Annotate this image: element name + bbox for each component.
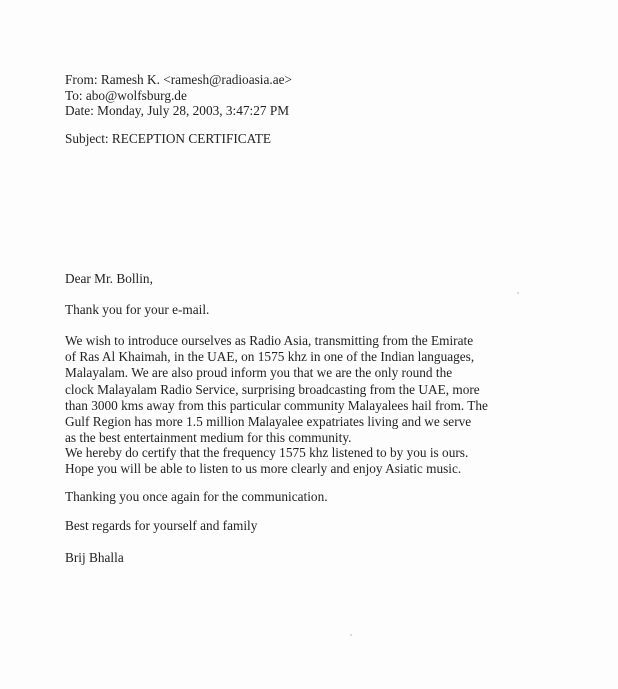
paragraph-line: clock Malayalam Radio Service, surprising broadcasting from the UAE, more	[65, 381, 480, 397]
salutation: Dear Mr. Bollin,	[65, 271, 153, 286]
date-line: Date: Monday, July 28, 2003, 3:47:27 PM	[65, 103, 290, 118]
scan-speck	[350, 634, 352, 636]
paragraph-line: of Ras Al Khaimah, in the UAE, on 1575 khz in one of the Indian languages,	[65, 349, 475, 365]
paragraph-line: Malayalam. We are also proud inform you that we are the only round the	[65, 365, 453, 381]
paragraph-line: Hope you will be able to listen to us more clearly and enjoy Asiatic music.	[65, 461, 462, 477]
subject-line: Subject: RECEPTION CERTIFICATE	[65, 131, 272, 146]
closing-line: Best regards for yourself and family	[65, 518, 258, 533]
to-line: To: abo@wolfsburg.de	[65, 87, 187, 103]
paragraph-line: than 3000 kms away from this particular community Malayalees hail from. The	[65, 397, 488, 413]
from-line: From: Ramesh K. <ramesh@radioasia.ae>	[65, 72, 293, 87]
paragraph-introduction	[65, 333, 488, 446]
paragraph-thanking: Thanking you once again for the communication.	[65, 489, 328, 504]
paragraph-certification	[65, 445, 485, 477]
paragraph-line: Gulf Region has more 1.5 million Malayalee expatriates living and we serve	[65, 414, 472, 430]
paragraph-line: as the best entertainment medium for this community.	[65, 430, 352, 446]
email-header	[65, 72, 292, 119]
thanks-line: Thank you for your e-mail.	[65, 302, 210, 317]
paragraph-line: We wish to introduce ourselves as Radio Asia, transmitting from the Emirate	[65, 333, 474, 348]
signature-name: Brij Bhalla	[65, 550, 124, 565]
paragraph-line: We hereby do certify that the frequency 1575 khz listened to by you is ours.	[65, 445, 469, 460]
scan-speck	[517, 292, 519, 294]
